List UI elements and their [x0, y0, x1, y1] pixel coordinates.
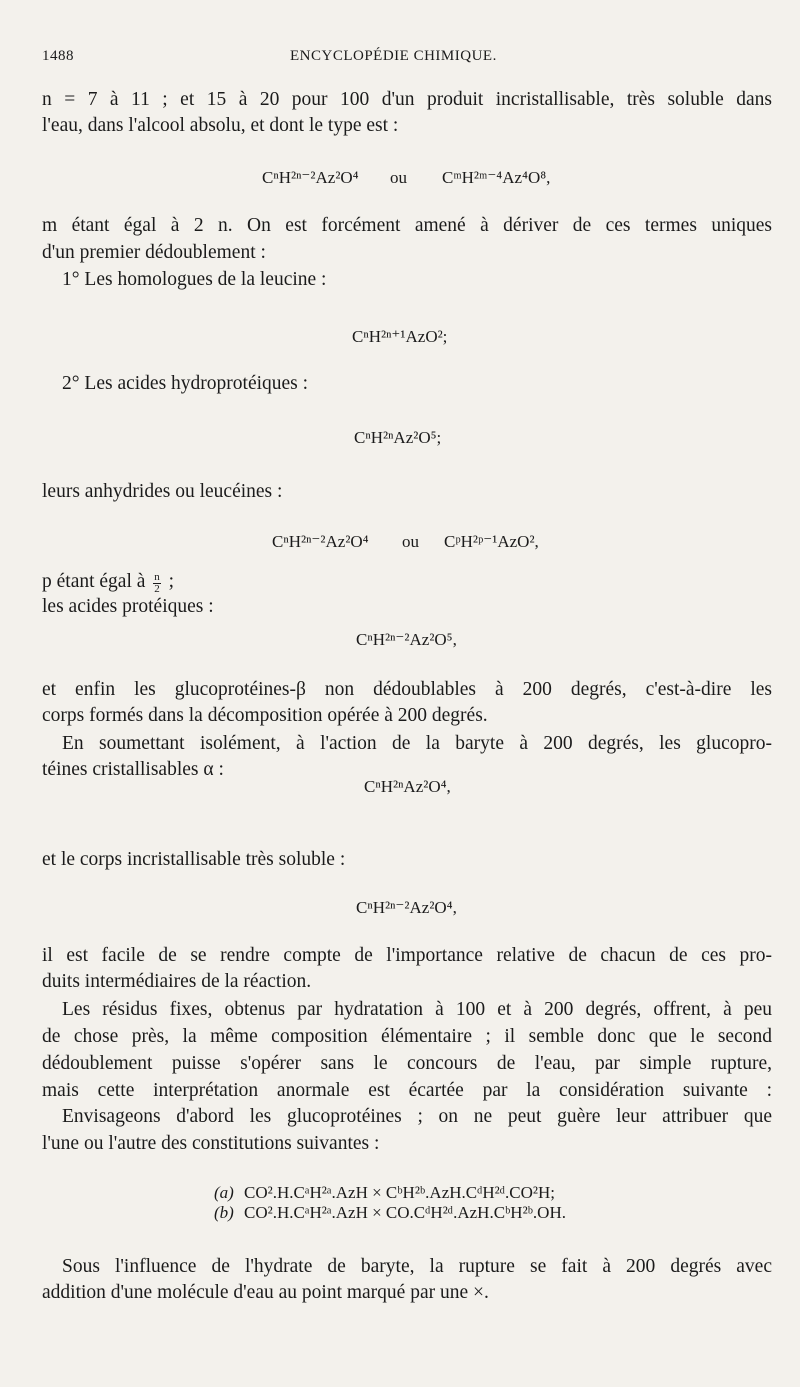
text-line: et le corps incristallisable très soluble :: [42, 849, 346, 870]
text-line: [42, 570, 772, 595]
formula: CO².H.CᵃH²ᵃ.AzH × CO.CᵈH²ᵈ.AzH.CᵇH²ᵇ.OH.: [244, 1203, 566, 1222]
formula: CⁿH²ⁿ⁻²Az²O⁴,: [356, 898, 457, 917]
text-line: et enfin les glucoprotéines-β non dédoublables à 200 degrés, c'est-à-dire les: [42, 679, 772, 700]
text-line: 2° Les acides hydroprotéiques :: [62, 373, 309, 394]
text-line: Envisageons d'abord les glucoprotéines ; on ne peut guère leur attribuer que: [62, 1106, 772, 1127]
text-line: l'eau, dans l'alcool absolu, et dont le type est :: [42, 115, 399, 136]
running-title: ENCYCLOPÉDIE CHIMIQUE.: [290, 48, 497, 64]
text-line: duits intermédiaires de la réaction.: [42, 971, 312, 992]
text-line: l'une ou l'autre des constitutions suivantes :: [42, 1133, 380, 1154]
fraction-numerator: n: [154, 571, 160, 583]
page-number: 1488: [42, 48, 74, 64]
formula: CⁿH²ⁿ⁻²Az²O⁴: [272, 532, 369, 551]
formula-label: (a): [214, 1183, 234, 1202]
fraction-denominator: 2: [154, 583, 160, 595]
formula: CᵖH²ᵖ⁻¹AzO²,: [444, 532, 539, 551]
formula: CⁿH²ⁿ⁺¹AzO²;: [352, 327, 448, 346]
formula: CⁿH²ⁿAz²O⁵;: [354, 428, 442, 447]
formula-label: (b): [214, 1203, 234, 1222]
text-line: d'un premier dédoublement :: [42, 242, 266, 263]
text-line: leurs anhydrides ou leucéines :: [42, 481, 283, 502]
text-line: téines cristallisables α :: [42, 759, 224, 780]
formula: CⁿH²ⁿAz²O⁴,: [364, 777, 451, 796]
text-line: Les résidus fixes, obtenus par hydratation à 100 et à 200 degrés, offrent, à peu: [62, 999, 772, 1020]
text-fragment: ;: [168, 571, 175, 592]
text-line: mais cette interprétation anormale est écartée par la considération suivante :: [42, 1080, 772, 1101]
formula-connector: ou: [390, 168, 407, 187]
text-line: En soumettant isolément, à l'action de la baryte à 200 degrés, les glucopro-: [62, 733, 772, 754]
text-line: corps formés dans la décomposition opérée à 200 degrés.: [42, 705, 488, 726]
text-line: les acides protéiques :: [42, 596, 214, 617]
text-line: m étant égal à 2 n. On est forcément amené à dériver de ces termes uniques: [42, 215, 772, 236]
text-line: de chose près, la même composition élémentaire ; il semble donc que le second: [42, 1026, 772, 1047]
formula: CⁿH²ⁿ⁻²Az²O⁵,: [356, 630, 457, 649]
text-fragment: p étant égal à: [42, 571, 146, 592]
formula-connector: ou: [402, 532, 419, 551]
formula: CO².H.CᵃH²ᵃ.AzH × CᵇH²ᵇ.AzH.CᵈH²ᵈ.CO²H;: [244, 1183, 556, 1202]
text-line: addition d'une molécule d'eau au point marqué par une ×.: [42, 1282, 489, 1303]
text-line: dédoublement puisse s'opérer sans le concours de l'eau, par simple rupture,: [42, 1053, 772, 1074]
text-line: 1° Les homologues de la leucine :: [62, 269, 327, 290]
formula: CⁿH²ⁿ⁻²Az²O⁴: [262, 168, 359, 187]
text-line: n = 7 à 11 ; et 15 à 20 pour 100 d'un produit incristallisable, très soluble dans: [42, 89, 772, 110]
text-line: Sous l'influence de l'hydrate de baryte, la rupture se fait à 200 degrés avec: [62, 1256, 772, 1277]
formula: CᵐH²ᵐ⁻⁴Az⁴O⁸,: [442, 168, 551, 187]
fraction: [153, 572, 161, 595]
text-line: il est facile de se rendre compte de l'importance relative de chacun de ces pro-: [42, 945, 772, 966]
